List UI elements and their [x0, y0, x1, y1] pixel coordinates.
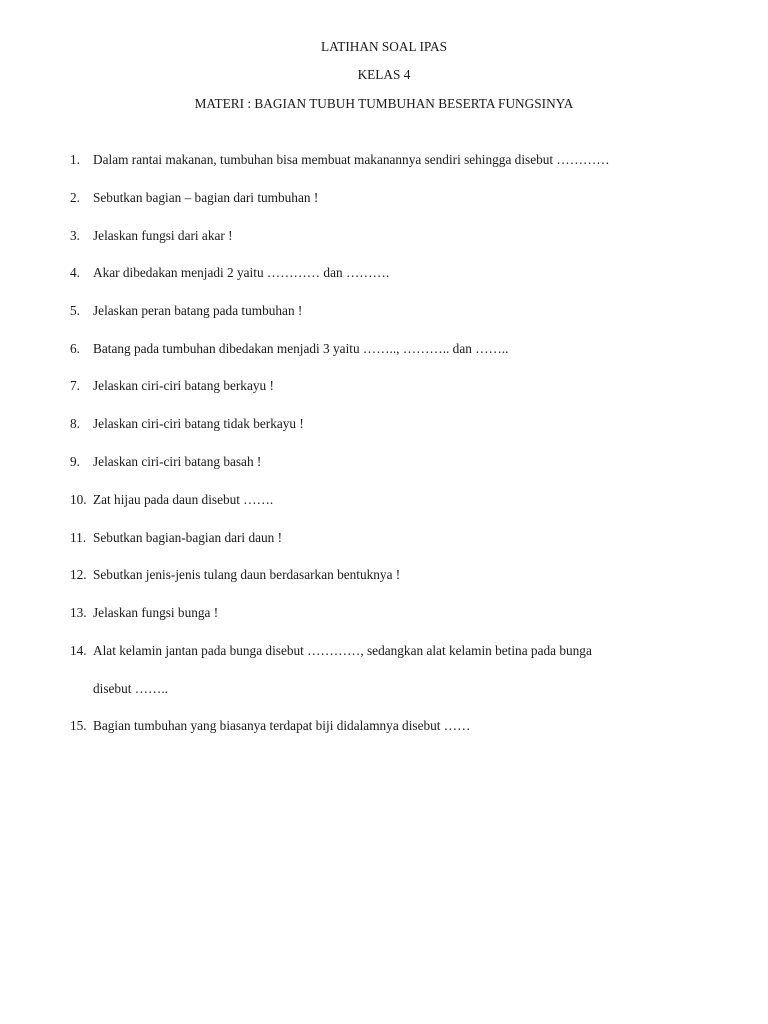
worksheet-title: LATIHAN SOAL IPAS: [320, 39, 448, 54]
question-number: 8.: [70, 416, 80, 431]
question-text: Jelaskan ciri-ciri batang basah !: [93, 454, 262, 469]
question-text: Jelaskan ciri-ciri batang berkayu !: [93, 378, 274, 393]
question-text: Sebutkan jenis-jenis tulang daun berdasarkan bentuknya !: [93, 567, 401, 582]
question-number: 1.: [70, 152, 80, 167]
question-number: 12.: [70, 567, 87, 582]
question-text: Bagian tumbuhan yang biasanya terdapat biji didalamnya disebut ……: [93, 718, 471, 733]
question-text: Jelaskan peran batang pada tumbuhan !: [93, 303, 303, 318]
question-text: Jelaskan fungsi dari akar !: [93, 228, 233, 243]
question-number: 15.: [70, 718, 87, 733]
material-subtitle: MATERI : BAGIAN TUBUH TUMBUHAN BESERTA FUNGSINYA: [194, 96, 574, 111]
question-number: 13.: [70, 605, 87, 620]
question-number: 11.: [70, 530, 87, 545]
question-number: 5.: [70, 303, 80, 318]
question-number: 6.: [70, 341, 80, 356]
question-number: 9.: [70, 454, 80, 469]
question-number: 14.: [70, 643, 87, 658]
question-number: 7.: [70, 378, 80, 393]
question-text: Sebutkan bagian-bagian dari daun !: [93, 530, 283, 545]
question-text: Dalam rantai makanan, tumbuhan bisa membuat makanannya sendiri sehingga disebut …………: [93, 152, 610, 167]
question-text: Zat hijau pada daun disebut …….: [93, 492, 274, 507]
question-number: 4.: [70, 265, 80, 280]
question-text: Alat kelamin jantan pada bunga disebut …………, sedangkan alat kelamin betina pada bunga: [93, 643, 592, 658]
question-number: 10.: [70, 492, 87, 507]
question-text: Jelaskan ciri-ciri batang tidak berkayu !: [93, 416, 304, 431]
question-text: Batang pada tumbuhan dibedakan menjadi 3 yaitu …….., ……….. dan ……..: [93, 341, 509, 356]
question-text: Jelaskan fungsi bunga !: [93, 605, 219, 620]
question-text-continued: disebut ……..: [93, 681, 168, 696]
question-text: Sebutkan bagian – bagian dari tumbuhan !: [93, 190, 319, 205]
question-number: 3.: [70, 228, 80, 243]
class-label: KELAS 4: [357, 67, 411, 82]
question-number: 2.: [70, 190, 80, 205]
question-text: Akar dibedakan menjadi 2 yaitu ………… dan ……….: [93, 265, 390, 280]
